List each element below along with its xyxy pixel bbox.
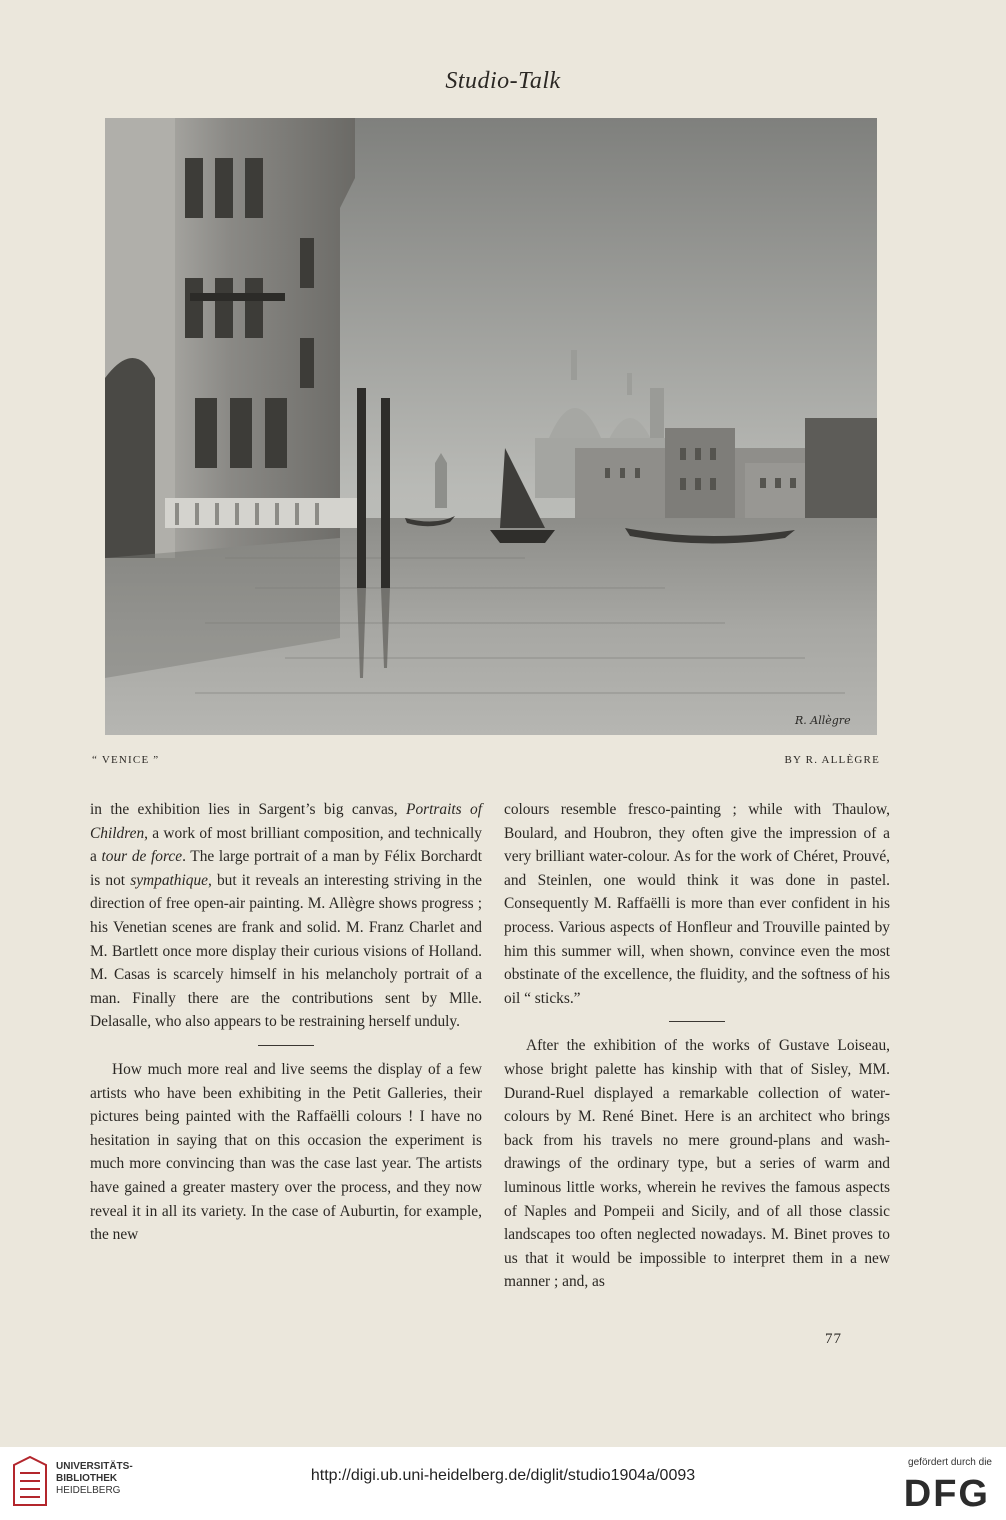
italic-phrase: tour de force — [101, 848, 183, 866]
painter-signature: R. Allègre — [795, 714, 851, 727]
digitization-footer — [0, 1447, 1006, 1520]
sponsor-text: gefördert durch die — [908, 1457, 992, 1468]
italic-title: Portraits of Children — [90, 801, 482, 842]
left-paragraph-2: How much more real and live seems the display of a few artists who have been exhibiting in the Petit Galleries, their pictures being painted with the Raffaëlli colours ! I have no hesitation in saying that on this occasion the experiment is much more convincing than was the case last year. The artists have gained a greater mastery over the process, and they now reveal it in all its variety. In the case of Auburtin, for example, the new — [90, 1060, 482, 1244]
page-number: 77 — [825, 1331, 842, 1347]
italic-word: sympathique — [130, 871, 208, 889]
right-paragraph-2: After the exhibition of the works of Gustave Loiseau, whose bright palette has kinship with that of Sisley, MM. Durand-Ruel displayed a remarkable collection of water-colours by M. René Binet. Here is an architect who brings back from his travels no mere ground-plans and wash-drawings of the ordinary type, but a series of warm and luminous little works, wherein he revives the famous aspects of Naples and Pompeii and Sicily, and of all those classic landscapes too often neglected nowadays. M. Binet proves to us that it would be impossible to interpret them in a new manner ; and, as — [504, 1037, 890, 1291]
dfg-logo: DFG — [903, 1473, 990, 1515]
institution-line: UNIVERSITÄTS- — [56, 1461, 133, 1472]
institution-line: BIBLIOTHEK — [56, 1473, 118, 1484]
text-run: . The large portrait of a man by Félix Borchardt is not — [90, 848, 482, 889]
institution-line: HEIDELBERG — [56, 1485, 121, 1496]
text-run: in the exhibition lies in Sargent’s big canvas, — [90, 801, 407, 818]
right-column — [504, 798, 890, 1294]
venice-painting-plate — [105, 118, 877, 735]
running-title: Studio-Talk — [445, 68, 561, 94]
text-run: , but it reveals an interesting striving in the direction of free open-air painting. M. Allègre shows progress ; his Venetian scenes are frank and solid. M. Franz Charlet and M. Bartlett once more display their curious visions of Holland. M. Casas is scarcely himself in his melancholy portrait of a man. Finally there are the contributions sent by Mlle. Delasalle, who also appears to be restraining herself unduly. — [90, 871, 482, 1031]
section-rule — [669, 1021, 725, 1022]
text-run: , a work of most brilliant composition, and technically a — [90, 824, 482, 866]
digital-copy-link[interactable]: http://digi.ub.uni-heidelberg.de/diglit/studio1904a/0093 — [310, 1467, 696, 1484]
right-paragraph-1: colours resemble fresco-painting ; while with Thaulow, Boulard, and Houbron, they often give the impression of a very brilliant water-colour. As for the work of Chéret, Prouvé, and Steinlen, one would think it was done in pastel. Consequently M. Raffaëlli is more than ever confident in his process. Various aspects of Honfleur and Trouville painted by him this summer will, when shown, convince even the most obstinate of the excellence, the fluidity, and the softness of his oil “ sticks.” — [504, 801, 890, 1007]
section-rule — [258, 1045, 314, 1046]
plate-caption-credit: BY R. ALLÈGRE — [784, 754, 880, 766]
left-paragraph-1 — [90, 798, 482, 1034]
left-column — [90, 798, 482, 1247]
plate-caption-title: “ VENICE ” — [92, 754, 160, 766]
venice-canal-illustration — [105, 118, 877, 735]
